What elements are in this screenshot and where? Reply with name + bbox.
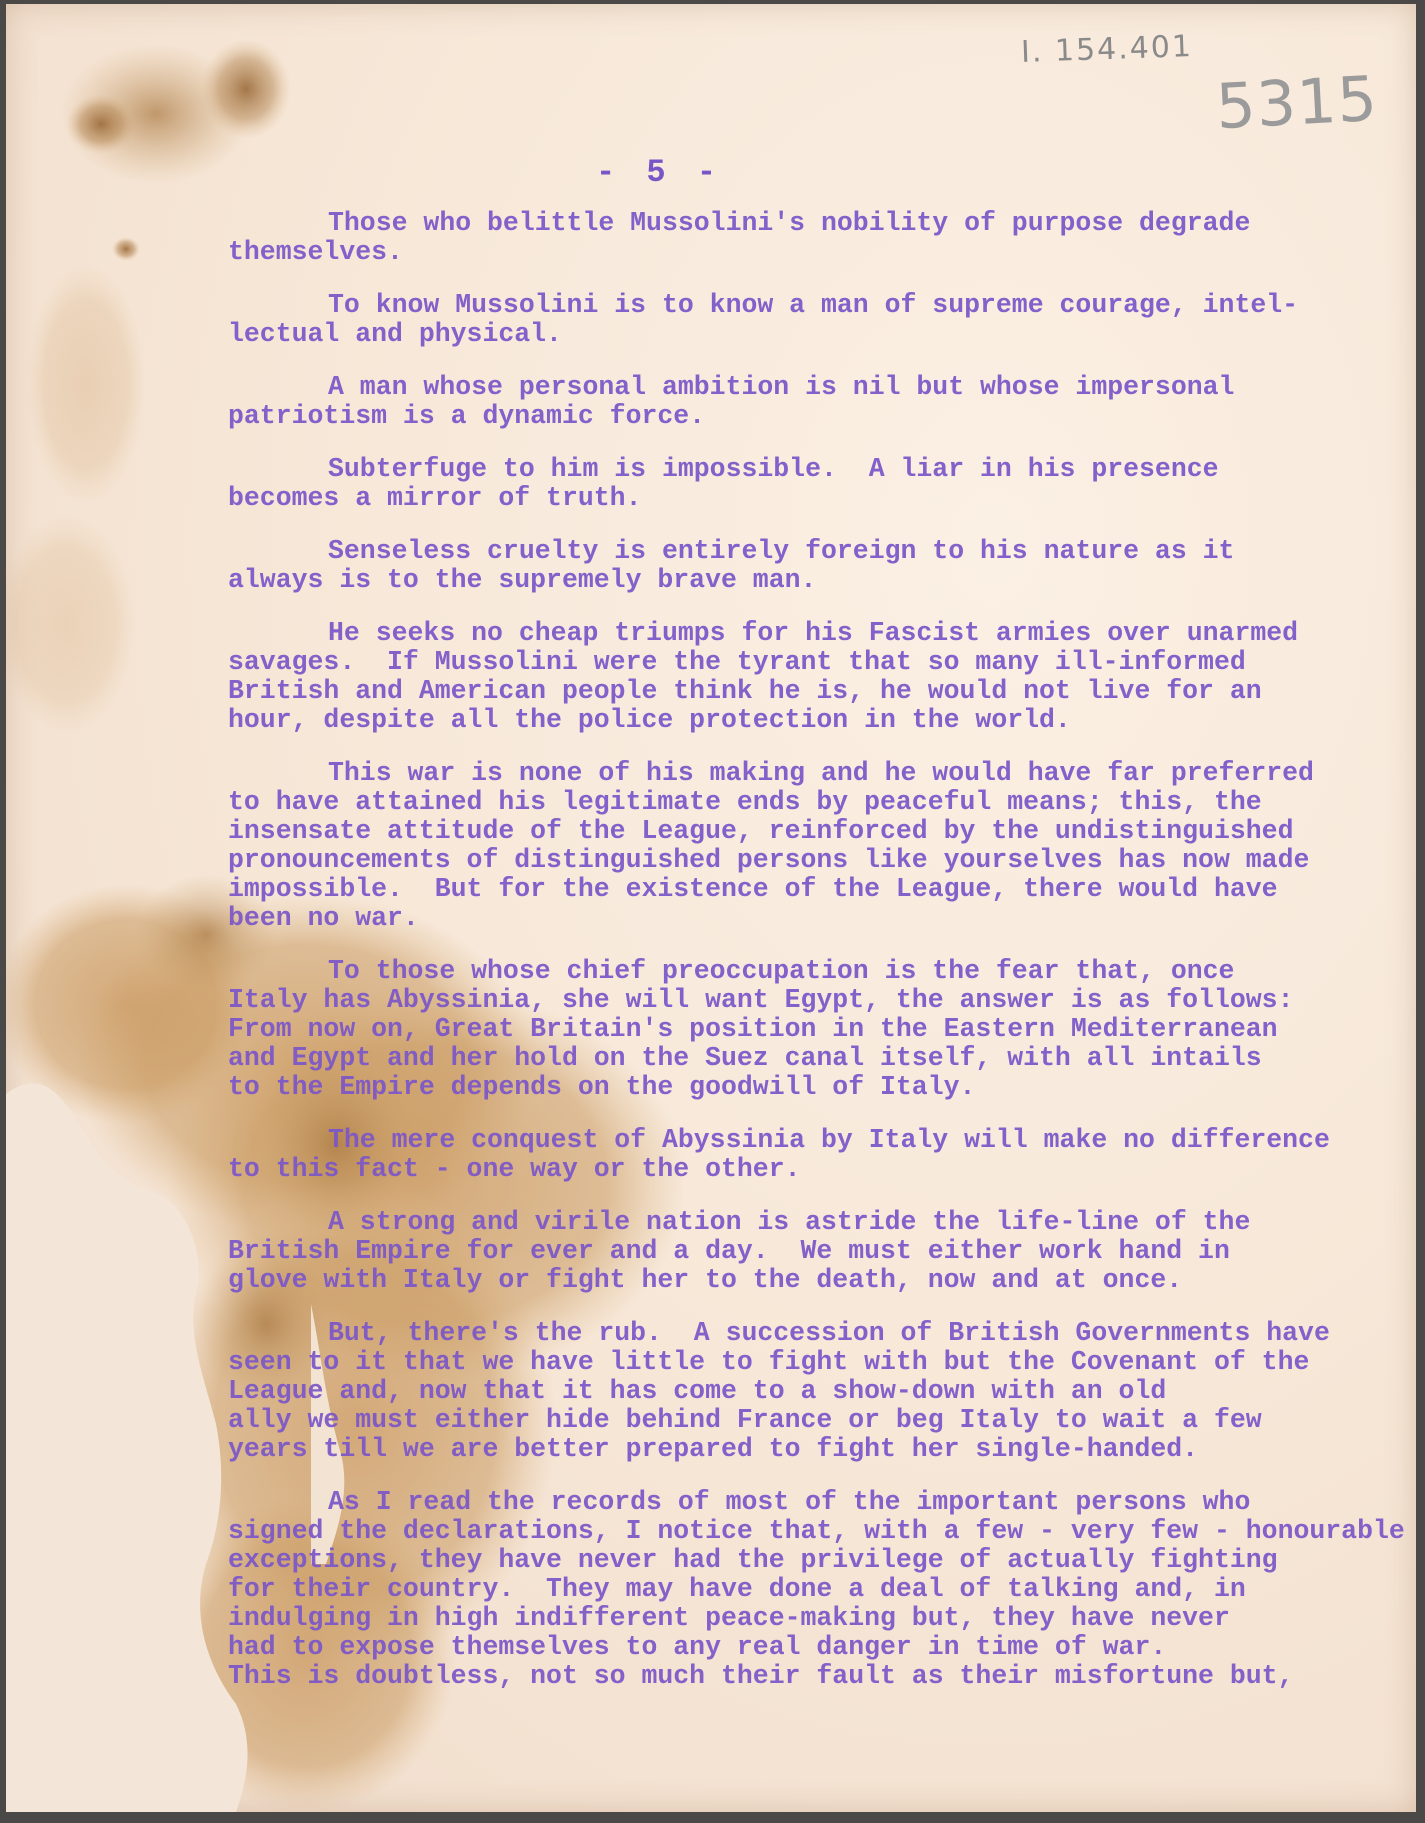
paragraph-4 [228, 455, 1378, 513]
text-line: This war is none of his making and he would have far preferred [328, 758, 1314, 788]
page-number: - 5 - [596, 154, 723, 191]
text-line: exceptions, they have never had the privilege of actually fighting [228, 1545, 1278, 1575]
text-line: hour, despite all the police protection in the world. [228, 705, 1071, 735]
text-line: Subterfuge to him is impossible. A liar in his presence [328, 454, 1219, 484]
text-line: been no war. [228, 903, 419, 933]
text-line: impossible. But for the existence of the League, there would have [228, 874, 1278, 904]
text-line: This is doubtless, not so much their fault as their misfortune but, [228, 1661, 1294, 1691]
text-line: years till we are better prepared to fight her single-handed. [228, 1434, 1199, 1464]
text-line: ally we must either hide behind France or beg Italy to wait a few [228, 1405, 1262, 1435]
text-line: themselves. [228, 237, 403, 267]
text-line: had to expose themselves to any real danger in time of war. [228, 1632, 1167, 1662]
text-line: and Egypt and her hold on the Suez canal itself, with all intails [228, 1043, 1262, 1073]
paragraph-7 [228, 759, 1378, 933]
text-line: But, there's the rub. A succession of British Governments have [328, 1318, 1330, 1348]
text-line: To those whose chief preoccupation is the fear that, once [328, 956, 1235, 986]
paragraph-12 [228, 1487, 1405, 1691]
text-line: insensate attitude of the League, reinforced by the undistinguished [228, 816, 1294, 846]
paragraph-9 [228, 1126, 1378, 1184]
paragraph-2 [228, 291, 1378, 349]
text-line: League and, now that it has come to a show-down with an old [228, 1376, 1167, 1406]
text-line: always is to the supremely brave man. [228, 565, 817, 595]
paragraph-10 [228, 1208, 1378, 1295]
text-line: As I read the records of most of the important persons who [328, 1487, 1251, 1517]
text-line: signed the declarations, I notice that, with a few - very few - honourable [228, 1516, 1405, 1546]
text-line: British and American people think he is, he would not live for an [228, 676, 1262, 706]
text-line: Italy has Abyssinia, she will want Egypt, the answer is as follows: [228, 985, 1294, 1015]
paragraph-6 [228, 619, 1378, 735]
text-line: lectual and physical. [228, 319, 562, 349]
text-line: Senseless cruelty is entirely foreign to his nature as it [328, 536, 1235, 566]
text-line: savages. If Mussolini were the tyrant that so many ill-informed [228, 647, 1246, 677]
text-line: patriotism is a dynamic force. [228, 401, 706, 431]
document-number: 5315 [1214, 61, 1380, 144]
paragraph-11 [228, 1319, 1378, 1464]
text-line: to this fact - one way or the other. [228, 1154, 801, 1184]
text-line: To know Mussolini is to know a man of supreme courage, intel- [328, 290, 1299, 320]
text-line: to the Empire depends on the goodwill of Italy. [228, 1072, 976, 1102]
text-line: pronouncements of distinguished persons like yourselves has now made [228, 845, 1310, 875]
paragraph-5 [228, 537, 1378, 595]
paragraph-8 [228, 957, 1378, 1102]
text-line: becomes a mirror of truth. [228, 483, 642, 513]
text-line: to have attained his legitimate ends by peaceful means; this, the [228, 787, 1262, 817]
catalog-pencil-mark: I. 154.401 [1020, 29, 1194, 70]
text-line: for their country. They may have done a deal of talking and, in [228, 1574, 1246, 1604]
paragraph-3 [228, 373, 1378, 431]
text-line: seen to it that we have little to fight with but the Covenant of the [228, 1347, 1310, 1377]
text-line: From now on, Great Britain's position in the Eastern Mediterranean [228, 1014, 1278, 1044]
text-line: indulging in high indifferent peace-making but, they have never [228, 1603, 1230, 1633]
text-line: British Empire for ever and a day. We must either work hand in [228, 1236, 1230, 1266]
typewritten-body [228, 208, 1405, 1715]
document-page [6, 4, 1416, 1812]
text-line: The mere conquest of Abyssinia by Italy will make no difference [328, 1125, 1330, 1155]
text-line: He seeks no cheap triumps for his Fascist armies over unarmed [328, 618, 1299, 648]
paragraph-1 [228, 209, 1378, 267]
text-line: A strong and virile nation is astride the life-line of the [328, 1207, 1251, 1237]
text-line: glove with Italy or fight her to the death, now and at once. [228, 1265, 1183, 1295]
text-line: A man whose personal ambition is nil but whose impersonal [328, 372, 1235, 402]
text-line: Those who belittle Mussolini's nobility of purpose degrade [328, 208, 1251, 238]
